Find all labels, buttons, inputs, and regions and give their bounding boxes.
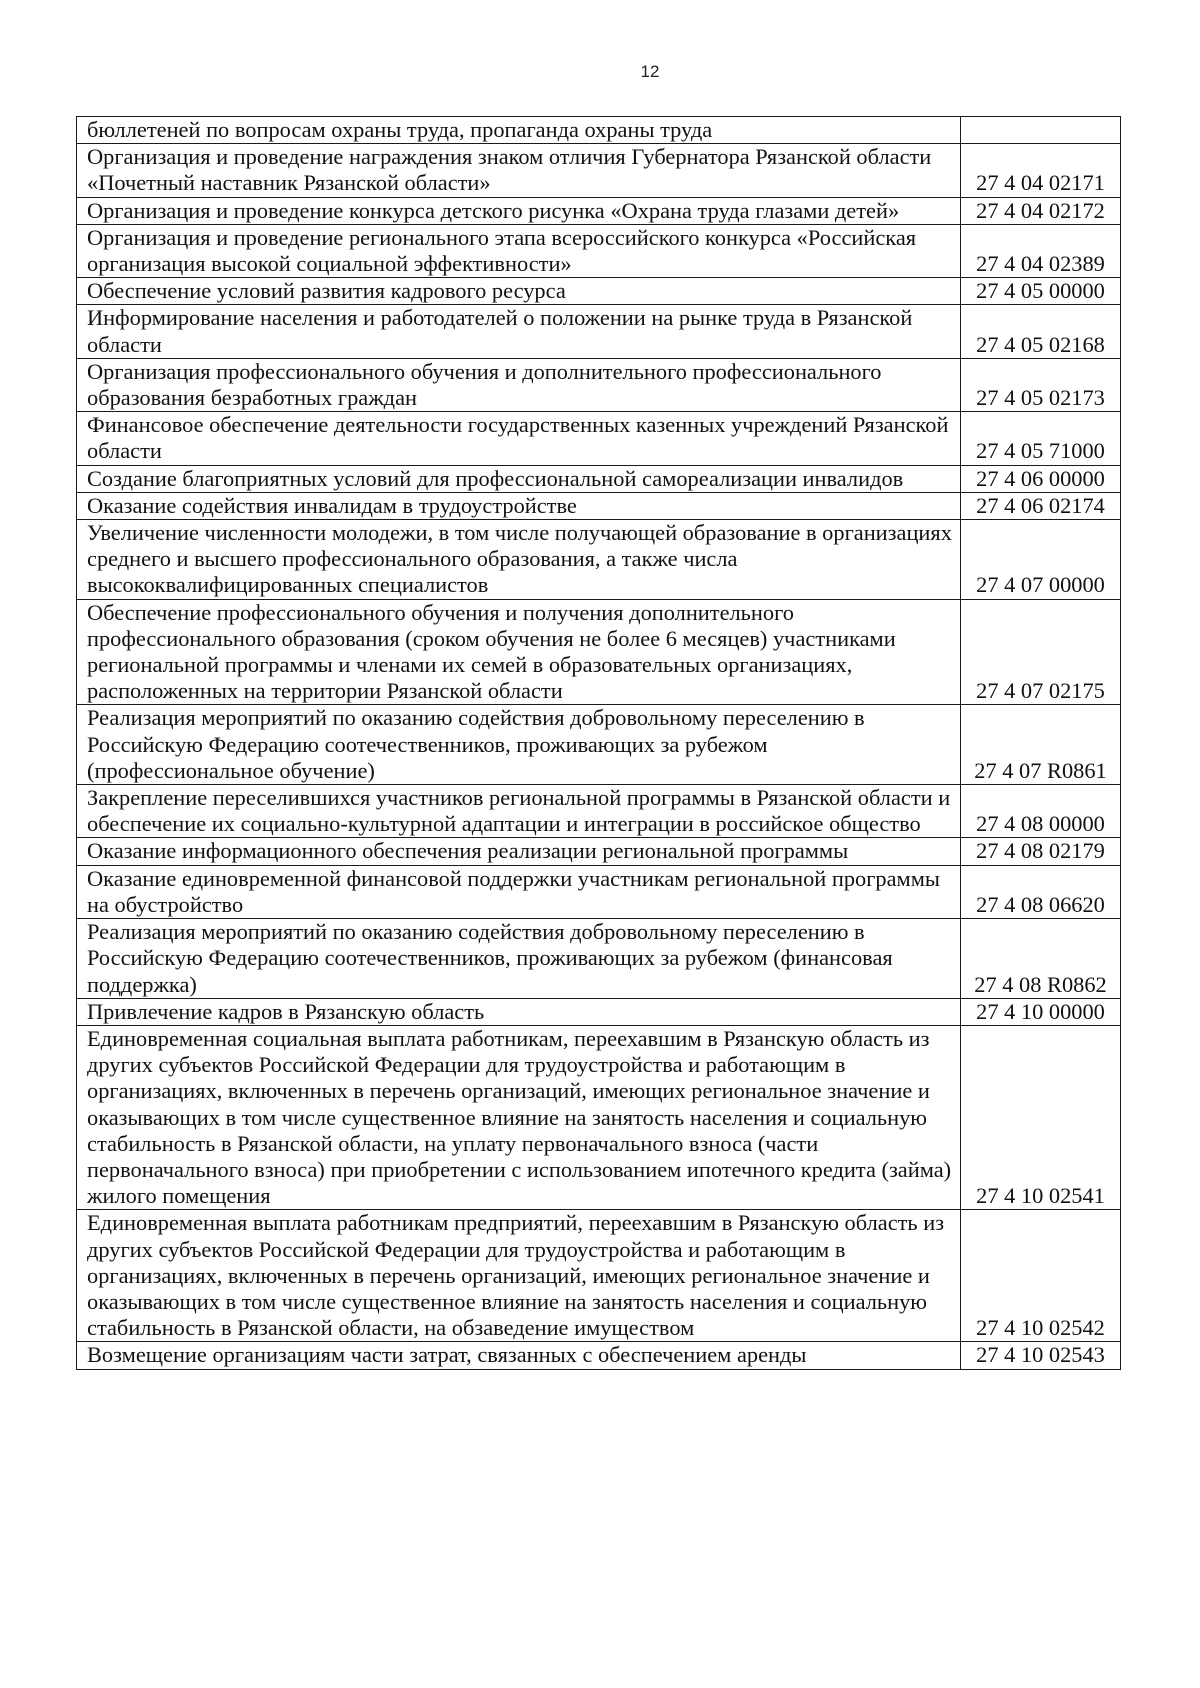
expense-item-name: Единовременная социальная выплата работникам, переехавшим в Рязанскую область из других субъектов Российской Федерации для трудоустройства и работающим в организациях, включенных в перечень организаций, имеющих региональное значение и оказывающих в том числе существенное влияние на занятость населения и социальную стабильность в Рязанской области, на уплату первоначального взноса (части первоначального взноса) при приобретении с использованием ипотечного кредита (займа) жилого помещения xyxy=(77,1025,961,1209)
table-row xyxy=(77,305,1121,358)
table-row xyxy=(77,1210,1121,1342)
expense-item-name: Обеспечение условий развития кадрового ресурса xyxy=(77,278,961,305)
expense-item-name: Реализация мероприятий по оказанию содействия добровольному переселению в Российскую Федерацию соотечественников, проживающих за рубежом (профессиональное обучение) xyxy=(77,705,961,785)
target-article-code: 27 4 07 R0861 xyxy=(961,705,1121,785)
expense-item-name: Организация и проведение конкурса детского рисунка «Охрана труда глазами детей» xyxy=(77,197,961,224)
table-row xyxy=(77,1342,1121,1369)
target-article-code: 27 4 08 02179 xyxy=(961,838,1121,865)
expense-item-name: Организация и проведение регионального этапа всероссийского конкурса «Российская организация высокой социальной эффективности» xyxy=(77,224,961,277)
table-row xyxy=(77,520,1121,600)
table-row xyxy=(77,838,1121,865)
table-row xyxy=(77,412,1121,465)
table-row xyxy=(77,492,1121,519)
target-article-code: 27 4 10 00000 xyxy=(961,998,1121,1025)
table-row xyxy=(77,197,1121,224)
target-article-code: 27 4 08 00000 xyxy=(961,785,1121,838)
table-row xyxy=(77,998,1121,1025)
target-article-code: 27 4 04 02172 xyxy=(961,197,1121,224)
expense-item-name: Организация профессионального обучения и дополнительного профессионального образования безработных граждан xyxy=(77,358,961,411)
expense-item-name: Закрепление переселившихся участников региональной программы в Рязанской области и обеспечение их социально-культурной адаптации и интеграции в российское общество xyxy=(77,785,961,838)
table-row xyxy=(77,705,1121,785)
expense-item-name: Обеспечение профессионального обучения и получения дополнительного профессионального образования (сроком обучения не более 6 месяцев) участниками региональной программы и членами их семей в образовательных организациях, расположенных на территории Рязанской области xyxy=(77,599,961,705)
target-article-code: 27 4 08 06620 xyxy=(961,865,1121,918)
target-article-code: 27 4 05 02173 xyxy=(961,358,1121,411)
expense-item-name: Финансовое обеспечение деятельности государственных казенных учреждений Рязанской области xyxy=(77,412,961,465)
target-article-code: 27 4 05 00000 xyxy=(961,278,1121,305)
target-article-code: 27 4 07 02175 xyxy=(961,599,1121,705)
table-row xyxy=(77,144,1121,197)
target-article-code: 27 4 05 71000 xyxy=(961,412,1121,465)
target-article-code: 27 4 04 02171 xyxy=(961,144,1121,197)
expense-item-name: Оказание единовременной финансовой поддержки участникам региональной программы на обустройство xyxy=(77,865,961,918)
target-article-code xyxy=(961,117,1121,144)
table-row xyxy=(77,278,1121,305)
target-article-code: 27 4 04 02389 xyxy=(961,224,1121,277)
target-article-code: 27 4 06 00000 xyxy=(961,465,1121,492)
expense-item-name: бюллетеней по вопросам охраны труда, пропаганда охраны труда xyxy=(77,117,961,144)
page-number: 12 xyxy=(640,62,660,81)
target-article-code: 27 4 10 02541 xyxy=(961,1025,1121,1209)
table-row xyxy=(77,358,1121,411)
expense-item-name: Информирование населения и работодателей о положении на рынке труда в Рязанской области xyxy=(77,305,961,358)
expense-item-name: Привлечение кадров в Рязанскую область xyxy=(77,998,961,1025)
expense-item-name: Создание благоприятных условий для профессиональной самореализации инвалидов xyxy=(77,465,961,492)
expense-item-name: Оказание информационного обеспечения реализации региональной программы xyxy=(77,838,961,865)
expense-item-name: Единовременная выплата работникам предприятий, переехавшим в Рязанскую область из других субъектов Российской Федерации для трудоустройства и работающим в организациях, включенных в перечень организаций, имеющих региональное значение и оказывающих в том числе существенное влияние на занятость населения и социальную стабильность в Рязанской области, на обзаведение имуществом xyxy=(77,1210,961,1342)
target-article-code: 27 4 06 02174 xyxy=(961,492,1121,519)
table-row xyxy=(77,465,1121,492)
budget-classification-table xyxy=(76,116,1121,1370)
target-article-code: 27 4 10 02542 xyxy=(961,1210,1121,1342)
target-article-code: 27 4 07 00000 xyxy=(961,520,1121,600)
table-row xyxy=(77,865,1121,918)
table-row xyxy=(77,224,1121,277)
table-row xyxy=(77,785,1121,838)
table-row xyxy=(77,919,1121,999)
expense-item-name: Возмещение организациям части затрат, связанных с обеспечением аренды xyxy=(77,1342,961,1369)
table-row xyxy=(77,1025,1121,1209)
expense-item-name: Реализация мероприятий по оказанию содействия добровольному переселению в Российскую Федерацию соотечественников, проживающих за рубежом (финансовая поддержка) xyxy=(77,919,961,999)
target-article-code: 27 4 05 02168 xyxy=(961,305,1121,358)
target-article-code: 27 4 10 02543 xyxy=(961,1342,1121,1369)
table-body xyxy=(77,117,1121,1370)
expense-item-name: Оказание содействия инвалидам в трудоустройстве xyxy=(77,492,961,519)
expense-item-name: Организация и проведение награждения знаком отличия Губернатора Рязанской области «Почетный наставник Рязанской области» xyxy=(77,144,961,197)
table-row xyxy=(77,117,1121,144)
table-row xyxy=(77,599,1121,705)
target-article-code: 27 4 08 R0862 xyxy=(961,919,1121,999)
expense-item-name: Увеличение численности молодежи, в том числе получающей образование в организациях среднего и высшего профессионального образования, а также числа высококвалифицированных специалистов xyxy=(77,520,961,600)
